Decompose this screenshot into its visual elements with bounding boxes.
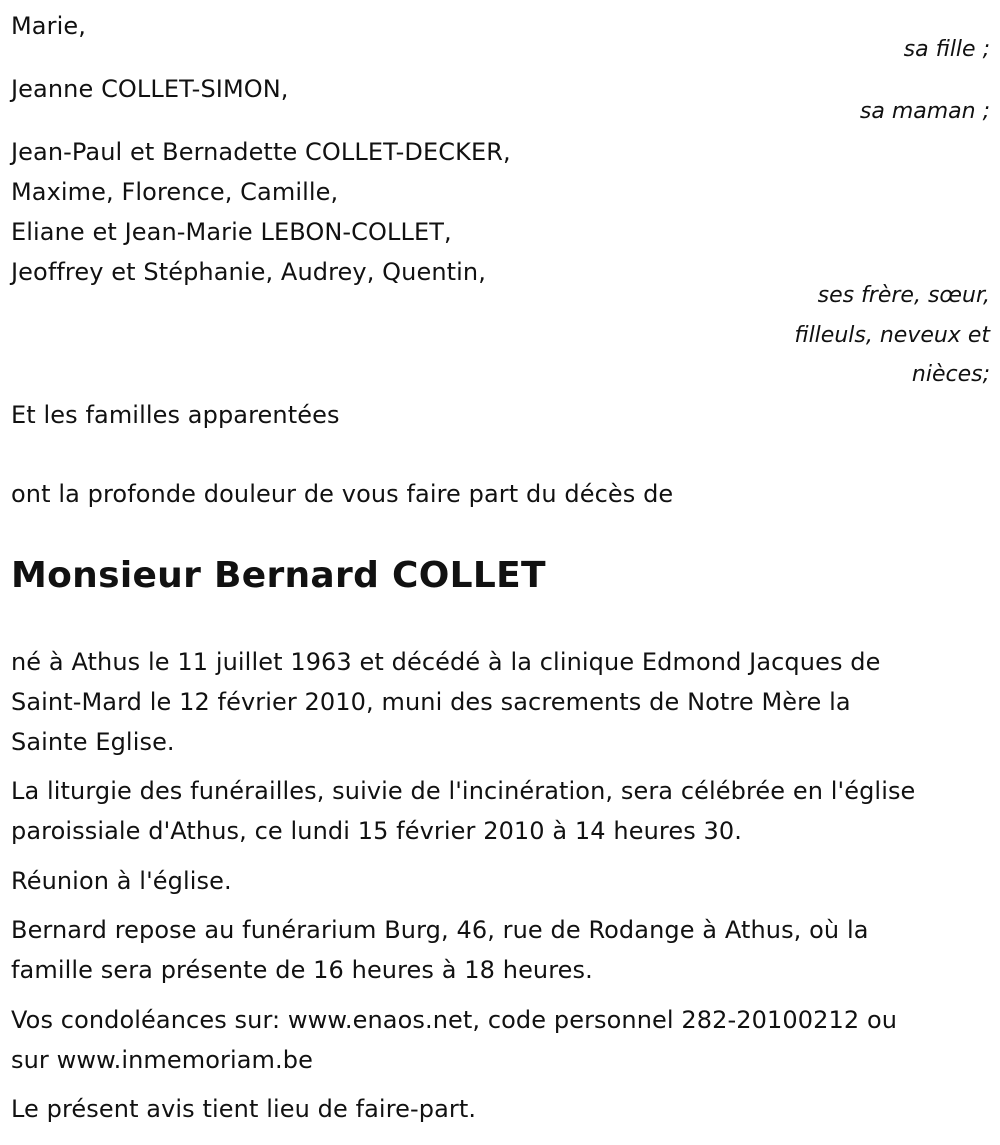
deceased-name: Monsieur Bernard COLLET bbox=[11, 555, 546, 596]
details-line: Vos condoléances sur: www.enaos.net, code personnel 282-20100212 ou bbox=[11, 1006, 898, 1034]
mother-name: Jeanne COLLET-SIMON, bbox=[11, 75, 289, 103]
mother-relation: sa maman ; bbox=[859, 99, 990, 124]
details-line: famille sera présente de 16 heures à 18 heures. bbox=[11, 956, 593, 984]
sibling-line: Maxime, Florence, Camille, bbox=[11, 178, 339, 206]
details-line: Bernard repose au funérarium Burg, 46, rue de Rodange à Athus, où la bbox=[11, 916, 869, 944]
daughter-name: Marie, bbox=[11, 12, 86, 40]
sibling-line: Jean-Paul et Bernadette COLLET-DECKER, bbox=[11, 138, 511, 166]
sibling-line: Jeoffrey et Stéphanie, Audrey, Quentin, bbox=[11, 258, 486, 286]
details-line: Le présent avis tient lieu de faire-part. bbox=[11, 1095, 477, 1123]
daughter-relation: sa fille ; bbox=[903, 37, 990, 62]
details-line: Sainte Eglise. bbox=[11, 728, 175, 756]
details-line: né à Athus le 11 juillet 1963 et décédé à la clinique Edmond Jacques de bbox=[11, 648, 881, 676]
related-families: Et les familles apparentées bbox=[11, 401, 340, 429]
details-line: Réunion à l'église. bbox=[11, 867, 232, 895]
details-line: Saint-Mard le 12 février 2010, muni des sacrements de Notre Mère la bbox=[11, 688, 851, 716]
details-line: sur www.inmemoriam.be bbox=[11, 1046, 313, 1074]
siblings-relation-line: filleuls, neveux et bbox=[794, 323, 990, 348]
siblings-relation-line: ses frère, sœur, bbox=[817, 283, 990, 308]
announcement-text: ont la profonde douleur de vous faire part du décès de bbox=[11, 480, 674, 508]
sibling-line: Eliane et Jean-Marie LEBON-COLLET, bbox=[11, 218, 452, 246]
details-line: paroissiale d'Athus, ce lundi 15 février 2010 à 14 heures 30. bbox=[11, 817, 742, 845]
details-line: La liturgie des funérailles, suivie de l'incinération, sera célébrée en l'église bbox=[11, 777, 916, 805]
siblings-relation-line: nièces; bbox=[911, 362, 990, 387]
